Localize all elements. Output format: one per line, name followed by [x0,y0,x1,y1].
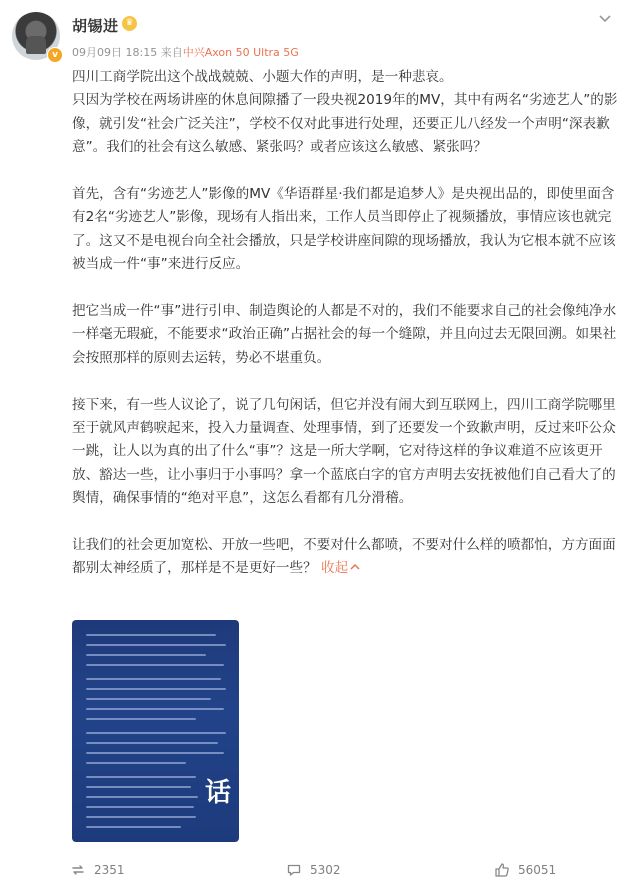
post-paragraph: 只因为学校在两场讲座的休息间隙播了一段央视2019年的MV，其中有两名“劣迹艺人”的影像，就引发“社会广泛关注”，学校不仅对此事进行处理，还要正儿八经发一个声明“深表歉意”。我们的社会有这么敏感、紧张吗？或者应该这么敏感、紧张吗？ [72,92,618,156]
post-time[interactable]: 18:15 [125,46,158,59]
action-bar [0,856,630,885]
comment-count: 5302 [310,863,341,877]
username[interactable]: 胡锡进 [72,17,119,35]
chevron-down-icon[interactable] [596,10,614,28]
chevron-up-icon [350,563,360,571]
post-paragraph: 首先，含有“劣迹艺人”影像的MV《华语群星·我们都是追梦人》是央视出品的，即使里面含有2名“劣迹艺人”影像，现场有人指出来，工作人员当即停止了视频播放，事情应该也就完了。这又不是电视台向全社会播放，只是学校讲座间隙的现场播放，我认为它根本就不应该被当成一件“事”来进行反应。 [72,186,616,273]
post-date[interactable]: 09月09日 [72,46,122,59]
repost-button[interactable] [70,862,125,878]
repost-icon [70,862,86,878]
post-header [0,0,630,62]
post-paragraph-last [72,534,620,581]
post-paragraph: 接下来，有一些人议论了，说了几句闲话，但它并没有闹大到互联网上，四川工商学院哪里至于就风声鹤唳起来，投入力量调查、处理事情，到了还要发一个致歉声明，反过来吓公众一跳，让人以为真的出了什么“事”？这是一所大学啊，它对待这样的争议难道不应该更开放、豁达一些，让小事归于小事吗？拿一个蓝底白字的官方声明去安抚被他们自己看大了的舆情，确保事情的“绝对平息”，这怎么看都有几分滑稽。 [72,396,616,507]
like-button[interactable] [494,862,556,878]
collapse-label: 收起 [321,560,349,577]
like-count: 56051 [518,863,557,877]
post-body [72,66,620,604]
statement-image[interactable] [72,620,239,842]
like-icon [494,862,510,878]
device-source[interactable]: 中兴Axon 50 Ultra 5G [182,46,299,59]
post-paragraph: 四川工商学院出这个战战兢兢、小题大作的声明，是一种悲哀。 [72,69,453,85]
post-paragraph-text: 让我们的社会更加宽松、开放一些吧，不要对什么都喷，不要对什么样的喷都怕，方方面面都别太神经质了，那样是不是更好一些？ [72,537,616,577]
repost-count: 2351 [94,863,125,877]
verified-badge-icon: v [47,47,63,63]
crown-icon: ♛ [122,16,137,31]
image-watermark-char: 话 [204,778,231,808]
source-prefix: 来自 [160,46,183,59]
post-meta [72,44,299,60]
comment-button[interactable] [286,862,341,878]
collapse-link[interactable] [321,560,360,576]
comment-icon [286,862,302,878]
post-paragraph: 把它当成一件“事”进行引申、制造舆论的人都是不对的，我们不能要求自己的社会像纯净水一样毫无瑕疵，不能要求“政治正确”占据社会的每一个缝隙，并且向过去无限回溯。如果社会按照那样的原则去运转，势必不堪重负。 [72,303,617,366]
